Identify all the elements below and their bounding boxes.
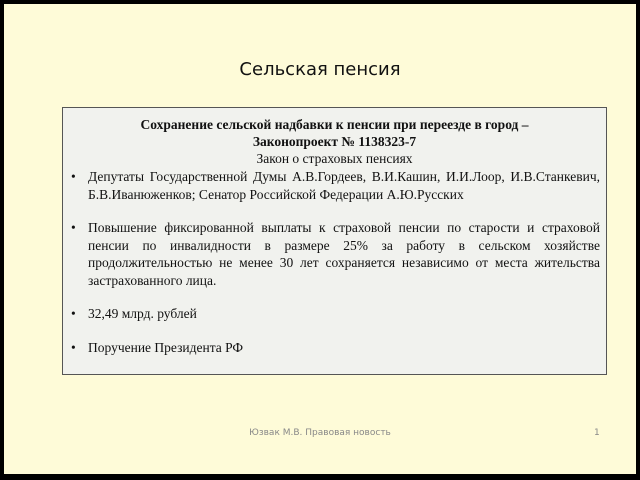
slide — [4, 4, 636, 474]
list-item-text: Повышение фиксированной выплаты к страховой пенсии по старости и страховой пенсии по инвалидности в размере 25% за работу в сельском хозяйстве продолжительностью не менее 30 лет сохраняется независимо от места жительства застрахованного лица. — [88, 220, 600, 288]
bullet-icon: • — [71, 339, 76, 355]
list-item-text: 32,49 млрд. рублей — [88, 306, 197, 321]
bullet-icon: • — [71, 306, 76, 321]
page-number: 1 — [594, 428, 600, 438]
list-item-text: Поручение Президента РФ — [88, 339, 244, 355]
list-item — [63, 305, 606, 323]
box-heading-line2: Законопроект № 1138323-7 — [252, 134, 417, 149]
list-item — [63, 219, 606, 289]
bullet-icon: • — [71, 220, 76, 235]
bullet-list — [63, 168, 606, 356]
list-item-text: Депутаты Государственной Думы А.В.Гордеев, В.И.Кашин, И.И.Лоор, И.В.Станкевич, Б.В.Иванюженков; Сенатор Российской Федерации А.Ю.Русских — [88, 169, 600, 202]
list-item — [63, 168, 606, 203]
slide-title: Сельская пенсия — [239, 59, 401, 80]
bullet-icon: • — [71, 169, 76, 184]
box-subheading: Закон о страховых пенсиях — [256, 151, 413, 166]
content-box — [62, 107, 607, 375]
box-heading-line1: Сохранение сельской надбавки к пенсии при переезде в город – — [140, 117, 529, 132]
slide-footer: Юзвак М.В. Правовая новость — [249, 428, 391, 438]
list-item — [63, 339, 606, 357]
